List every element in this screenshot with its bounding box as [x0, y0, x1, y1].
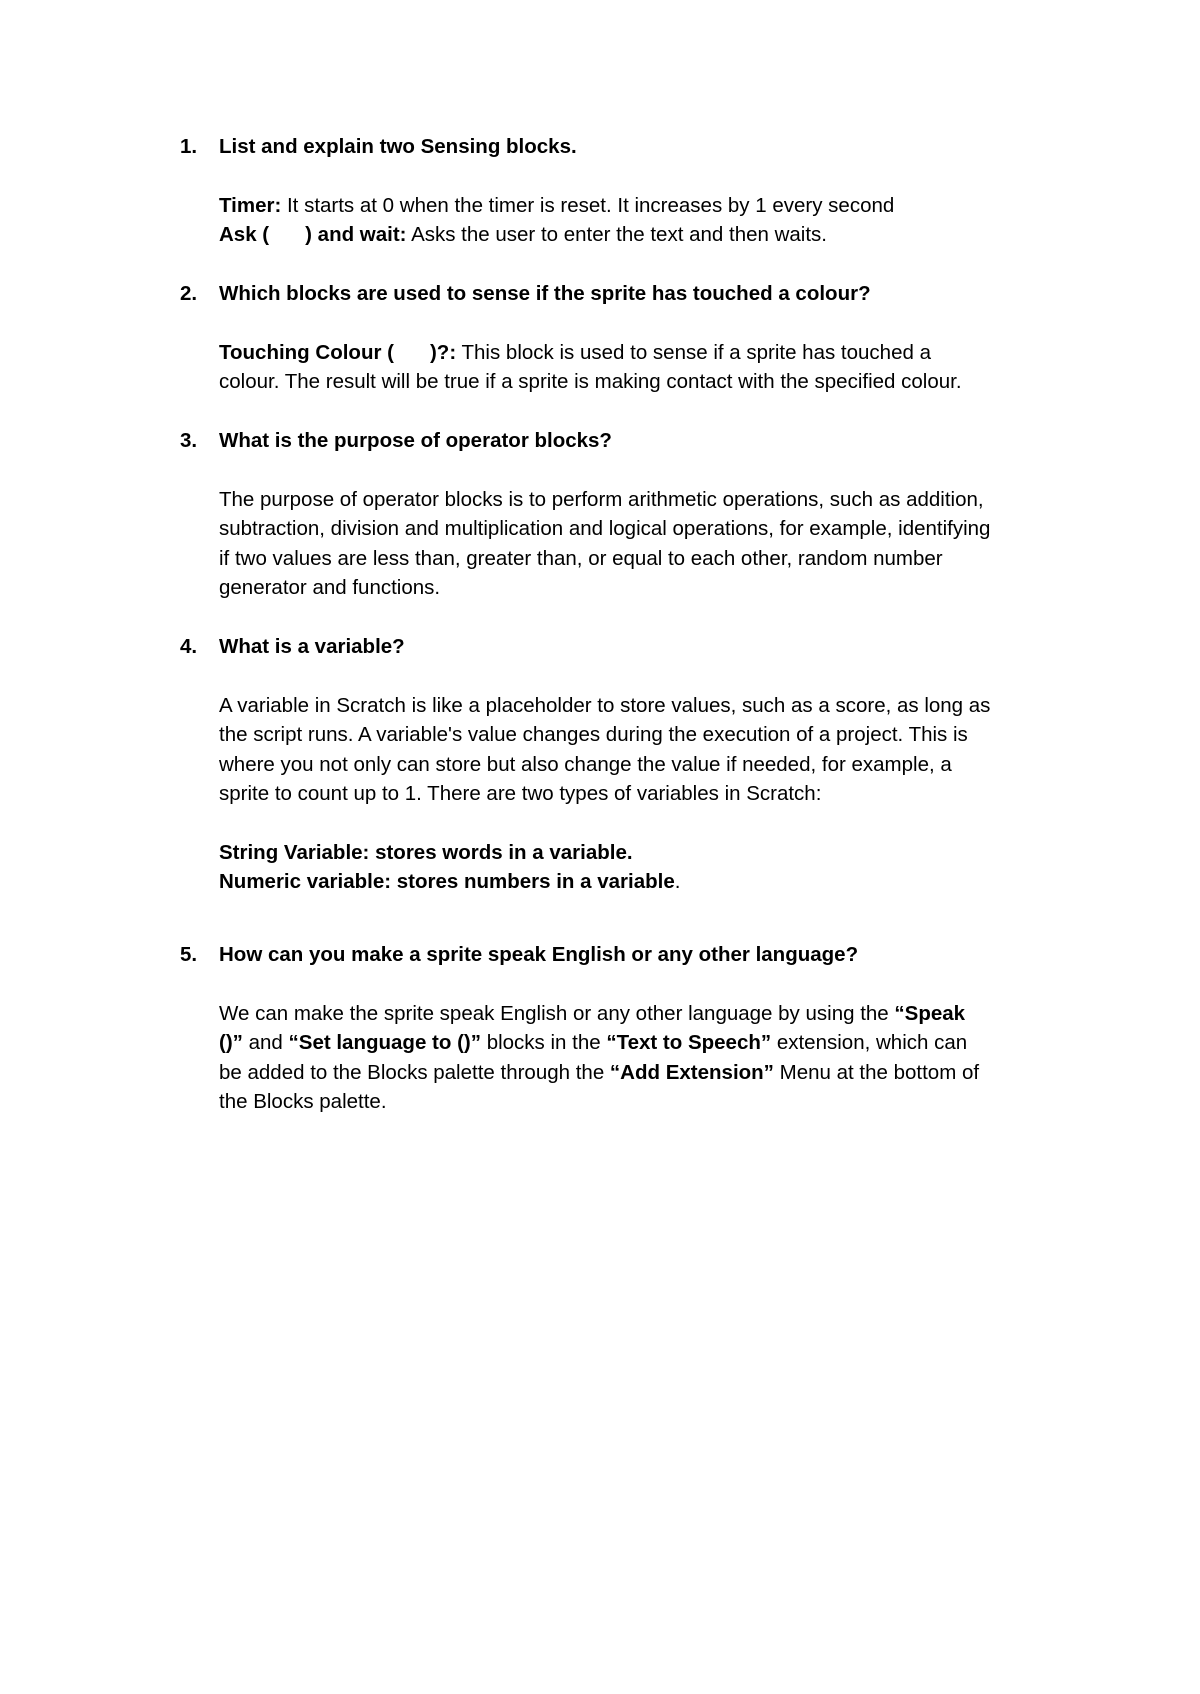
answer-line: A variable in Scratch is like a placeholder to store values, such as a score, as long as	[219, 693, 991, 717]
answer-text: extension, which can	[771, 1031, 968, 1055]
answer-text: and	[242, 1031, 289, 1055]
answer-text: be added to the Blocks palette through the	[219, 1060, 610, 1084]
definition-ask: Asks the user to enter the text and then waits.	[406, 223, 827, 247]
block-set-language: “Set language to ()”	[288, 1031, 481, 1055]
answer-4	[219, 691, 1080, 897]
question-1	[180, 132, 1080, 250]
question-text: What is the purpose of operator blocks?	[219, 429, 612, 452]
answer-line	[219, 1058, 1080, 1087]
numeric-variable-line	[219, 867, 1080, 896]
answer-text: Menu at the bottom of	[773, 1060, 980, 1084]
numeric-variable-text: Numeric variable: stores numbers in a variable	[219, 870, 675, 894]
question-text: How can you make a sprite speak English or any other language?	[219, 943, 859, 966]
answer-line	[219, 191, 1080, 220]
string-variable-line: String Variable: stores words in a variable.	[219, 840, 633, 864]
term-touching-colour-open: Touching Colour (	[219, 340, 394, 364]
answer-line	[219, 1028, 1080, 1057]
term-timer: Timer:	[219, 193, 282, 217]
term-ask-close: ) and wait:	[305, 223, 407, 247]
answer-line: The purpose of operator blocks is to perform arithmetic operations, such as addition,	[219, 487, 984, 511]
question-text: List and explain two Sensing blocks.	[219, 135, 577, 158]
block-speak-open: “Speak	[894, 1001, 966, 1025]
question-5	[180, 940, 1080, 1116]
numeric-variable-period: .	[674, 870, 681, 894]
extension-text-to-speech: “Text to Speech”	[606, 1031, 772, 1055]
term-touching-colour-close: )?:	[429, 340, 457, 364]
question-number: 4.	[180, 635, 198, 658]
question-text: Which blocks are used to sense if the sprite has touched a colour?	[219, 282, 871, 305]
answer-5	[219, 999, 1080, 1117]
question-2	[180, 279, 1080, 397]
answer-line: generator and functions.	[219, 576, 441, 600]
question-number: 1.	[180, 135, 198, 158]
question-4	[180, 632, 1080, 897]
answer-line: the Blocks palette.	[219, 1090, 387, 1114]
answer-line: where you not only can store but also change the value if needed, for example, a	[219, 752, 952, 776]
question-3	[180, 426, 1080, 602]
answer-line	[219, 220, 1080, 249]
term-ask-open: Ask (	[219, 223, 270, 247]
menu-add-extension: “Add Extension”	[609, 1060, 774, 1084]
answer-text: blocks in the	[481, 1031, 607, 1055]
answer-line: colour. The result will be true if a sprite is making contact with the specified colour.	[219, 370, 962, 394]
answer-line	[219, 338, 1080, 367]
answer-2	[219, 338, 1080, 397]
definition-timer: It starts at 0 when the timer is reset. It increases by 1 every second	[281, 193, 895, 217]
question-text: What is a variable?	[219, 635, 405, 658]
question-number: 3.	[180, 429, 198, 452]
answer-line	[219, 999, 1080, 1028]
answer-text: We can make the sprite speak English or any other language by using the	[219, 1001, 895, 1025]
answer-line: sprite to count up to 1. There are two types of variables in Scratch:	[219, 782, 822, 806]
definition-line: This block is used to sense if a sprite has touched a	[456, 340, 931, 364]
answer-3	[219, 485, 1080, 603]
answer-line: subtraction, division and multiplication and logical operations, for example, identifying	[219, 517, 991, 541]
answer-line: if two values are less than, greater than, or equal to each other, random number	[219, 546, 943, 570]
block-speak-close: ()”	[219, 1031, 243, 1055]
question-number: 5.	[180, 943, 198, 966]
answer-1	[219, 191, 1080, 250]
question-number: 2.	[180, 282, 198, 305]
answer-line: the script runs. A variable's value changes during the execution of a project. This is	[219, 723, 968, 747]
